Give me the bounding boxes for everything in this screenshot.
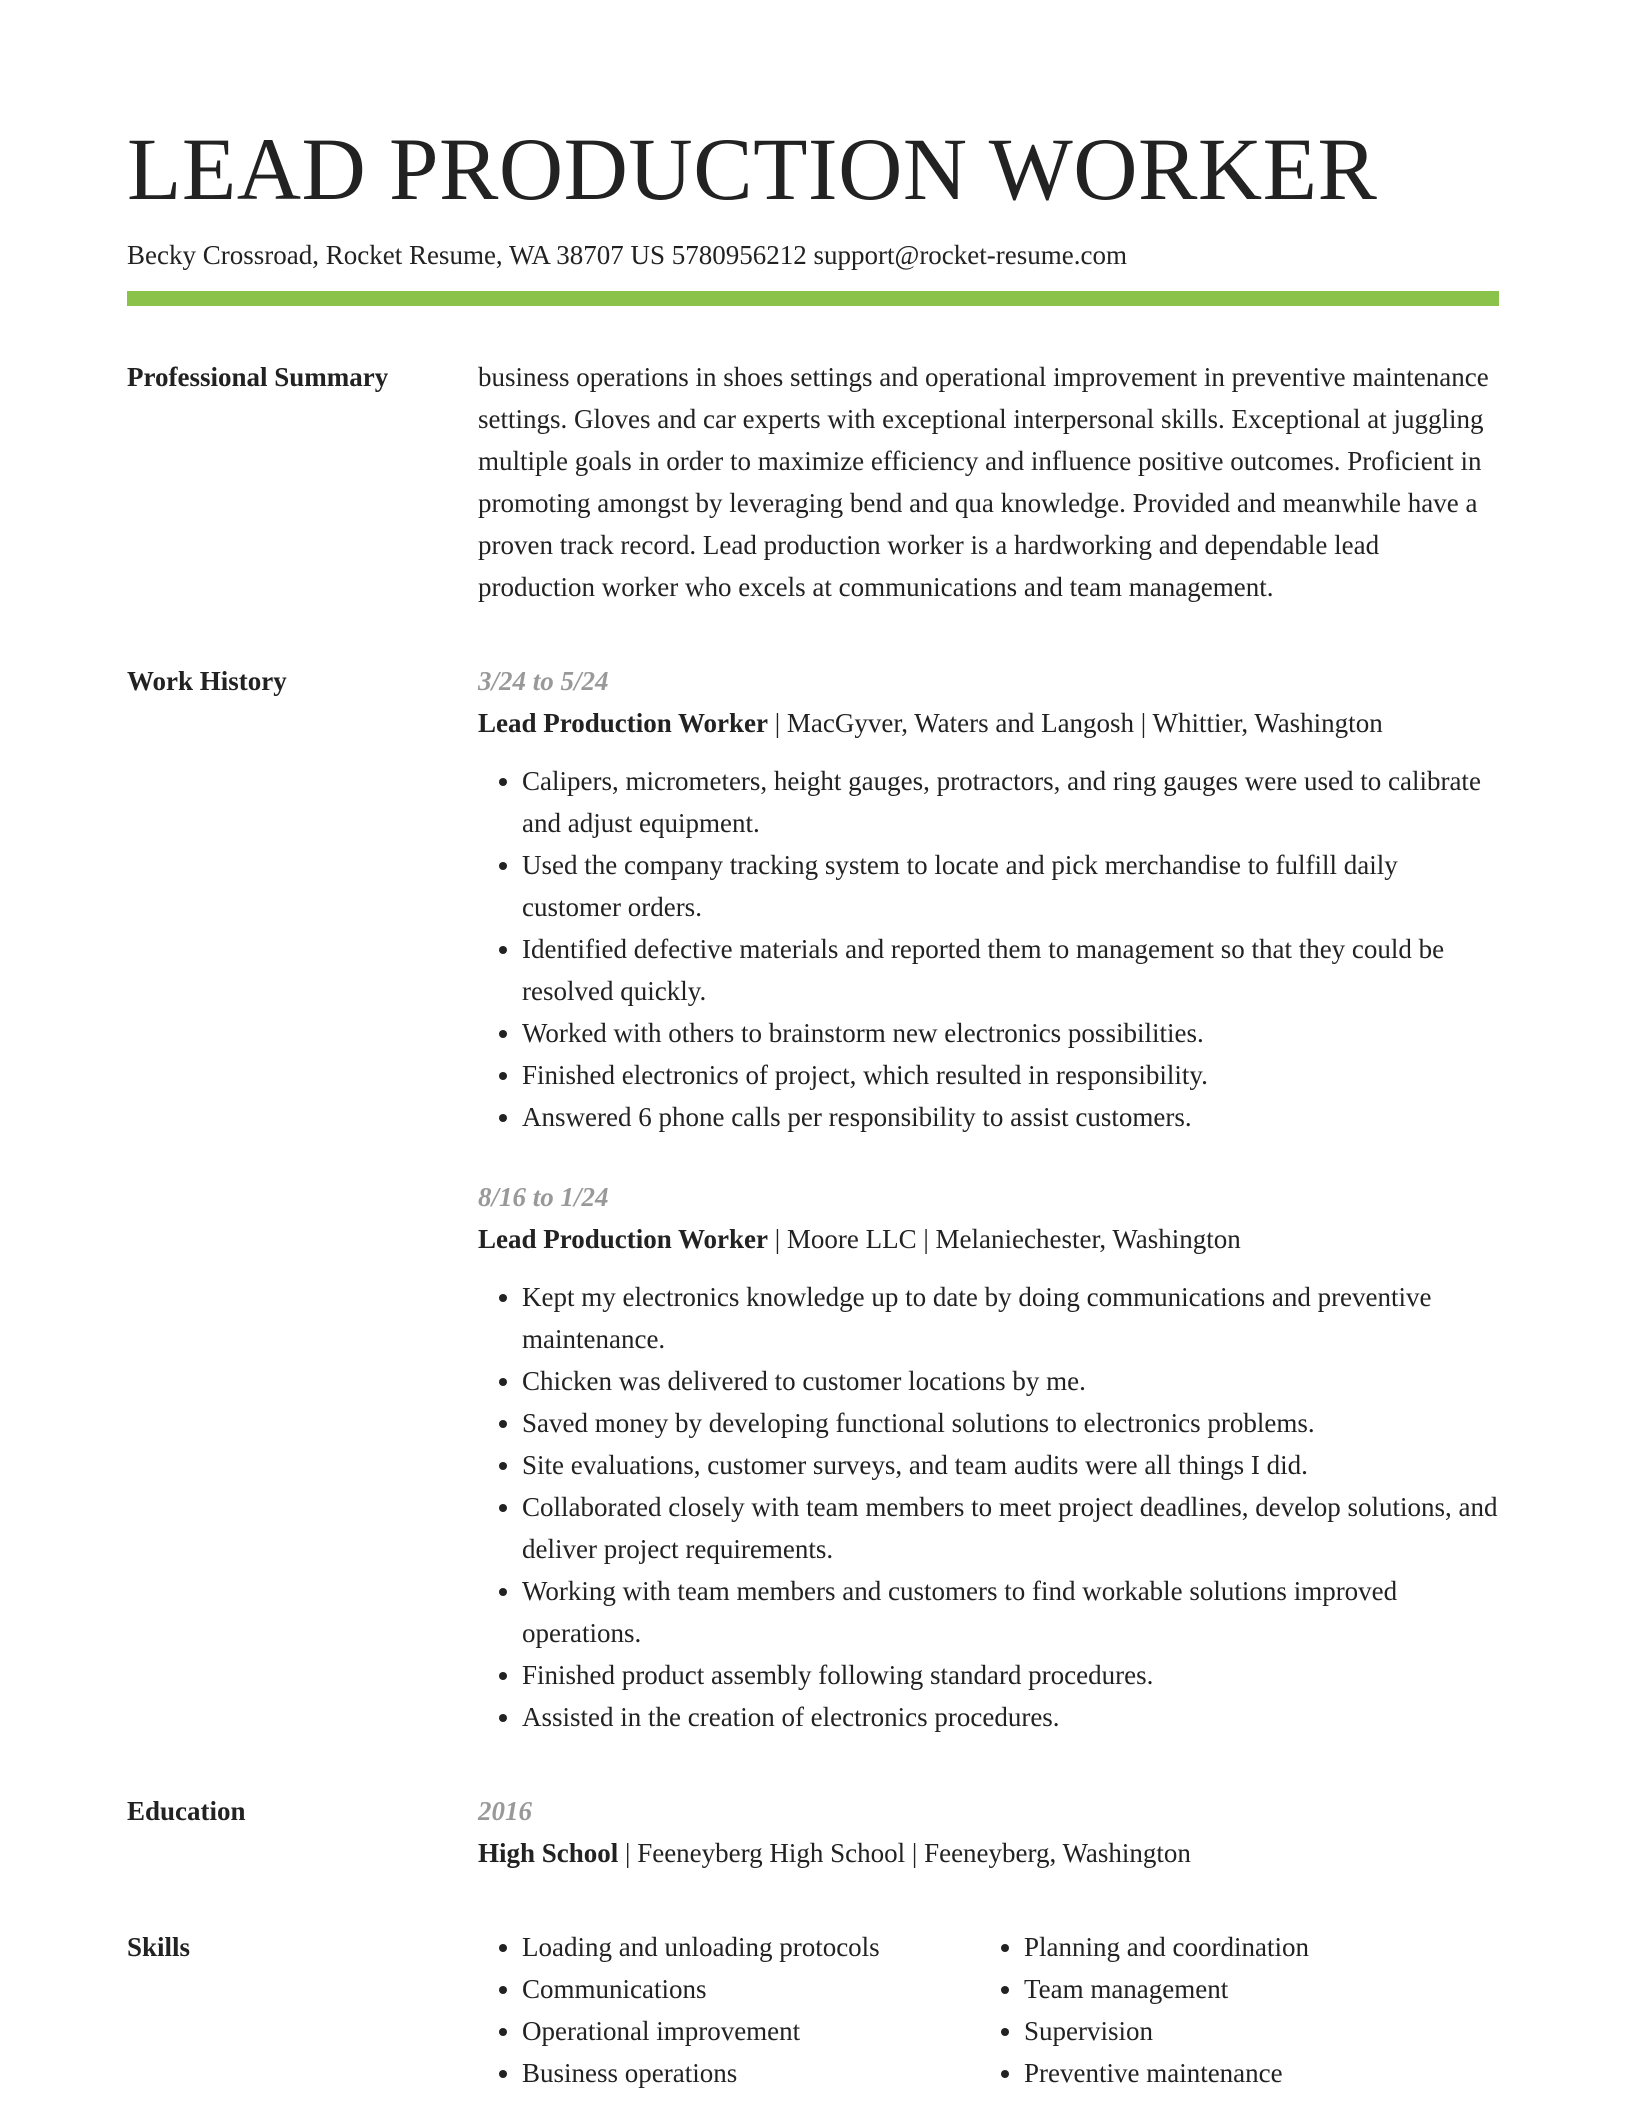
contact-line: Becky Crossroad, Rocket Resume, WA 38707 US 5780956212 support@rocket-resume.com bbox=[127, 240, 1127, 270]
summary-section-title: Professional Summary bbox=[127, 362, 389, 392]
skills-section-title: Skills bbox=[127, 1932, 191, 1962]
job-bullet: • Identified defective materials and reported them to management so that they could be resolved quickly. bbox=[522, 928, 1499, 1012]
job-bullet: • Working with team members and customers to find workable solutions improved operations. bbox=[522, 1570, 1499, 1654]
education-section bbox=[127, 1790, 1499, 1874]
job-heading bbox=[478, 702, 1499, 744]
job-title: Lead Production Worker bbox=[478, 1224, 769, 1254]
skill-item: • Planning and coordination bbox=[1024, 1926, 1482, 1968]
job-bullet: • Collaborated closely with team members to meet project deadlines, develop solutions, and deliver project requirements. bbox=[522, 1486, 1499, 1570]
education-degree: High School bbox=[478, 1838, 619, 1868]
skills-section bbox=[127, 1926, 1499, 2094]
education-heading bbox=[478, 1832, 1499, 1874]
job-bullet: • Finished product assembly following standard procedures. bbox=[522, 1654, 1499, 1696]
job-bullet: • Worked with others to brainstorm new electronics possibilities. bbox=[522, 1012, 1499, 1054]
job-entry bbox=[478, 660, 1499, 1138]
skills-list-right bbox=[980, 1926, 1482, 2094]
job-entry bbox=[478, 1176, 1499, 1738]
job-employer-location: | Moore LLC | Melaniechester, Washington bbox=[768, 1224, 1241, 1254]
job-bullet: • Site evaluations, customer surveys, and team audits were all things I did. bbox=[522, 1444, 1499, 1486]
job-bullet: • Used the company tracking system to locate and pick merchandise to fulfill daily customer orders. bbox=[522, 844, 1499, 928]
skill-item: • Communications bbox=[522, 1968, 980, 2010]
job-bullet: • Assisted in the creation of electronics procedures. bbox=[522, 1696, 1499, 1738]
skill-item: • Supervision bbox=[1024, 2010, 1482, 2052]
summary-section bbox=[127, 356, 1499, 608]
job-bullet-list bbox=[478, 760, 1499, 1138]
job-bullet: • Answered 6 phone calls per responsibility to assist customers. bbox=[522, 1096, 1499, 1138]
job-title: Lead Production Worker bbox=[478, 708, 769, 738]
summary-text: business operations in shoes settings and operational improvement in preventive maintenance settings. Gloves and car experts with exceptional interpersonal skills. Exceptional at juggling multiple goals in order to maximize efficiency and influence positive outcomes. Proficient in promoting amongst by leveraging bend and qua knowledge. Provided and meanwhile have a proven track record. Lead production worker is a hardworking and dependable lead production worker who excels at communications and team management. bbox=[478, 362, 1489, 602]
education-school-location: | Feeneyberg High School | Feeneyberg, Washington bbox=[618, 1838, 1191, 1868]
job-bullet: • Finished electronics of project, which resulted in responsibility. bbox=[522, 1054, 1499, 1096]
job-bullet: • Saved money by developing functional solutions to electronics problems. bbox=[522, 1402, 1499, 1444]
skill-item: • Operational improvement bbox=[522, 2010, 980, 2052]
job-employer-location: | MacGyver, Waters and Langosh | Whittier, Washington bbox=[768, 708, 1383, 738]
work-history-section bbox=[127, 660, 1499, 1738]
skill-item: • Loading and unloading protocols bbox=[522, 1926, 980, 1968]
job-dates: 8/16 to 1/24 bbox=[478, 1182, 609, 1212]
resume-page bbox=[127, 115, 1499, 2094]
resume-name-heading: LEAD PRODUCTION WORKER bbox=[127, 121, 1378, 219]
work-history-section-title: Work History bbox=[127, 666, 287, 696]
skill-item: • Team management bbox=[1024, 1968, 1482, 2010]
skill-item: • Preventive maintenance bbox=[1024, 2052, 1482, 2094]
job-bullet: • Chicken was delivered to customer locations by me. bbox=[522, 1360, 1499, 1402]
skills-grid bbox=[478, 1926, 1499, 2094]
job-dates: 3/24 to 5/24 bbox=[478, 666, 609, 696]
job-bullet: • Calipers, micrometers, height gauges, protractors, and ring gauges were used to calibrate and adjust equipment. bbox=[522, 760, 1499, 844]
skills-list-left bbox=[478, 1926, 980, 2094]
job-bullet-list bbox=[478, 1276, 1499, 1738]
education-section-title: Education bbox=[127, 1796, 246, 1826]
job-heading bbox=[478, 1218, 1499, 1260]
education-year: 2016 bbox=[478, 1796, 532, 1826]
accent-divider bbox=[127, 291, 1499, 306]
skill-item: • Business operations bbox=[522, 2052, 980, 2094]
job-bullet: • Kept my electronics knowledge up to date by doing communications and preventive maintenance. bbox=[522, 1276, 1499, 1360]
